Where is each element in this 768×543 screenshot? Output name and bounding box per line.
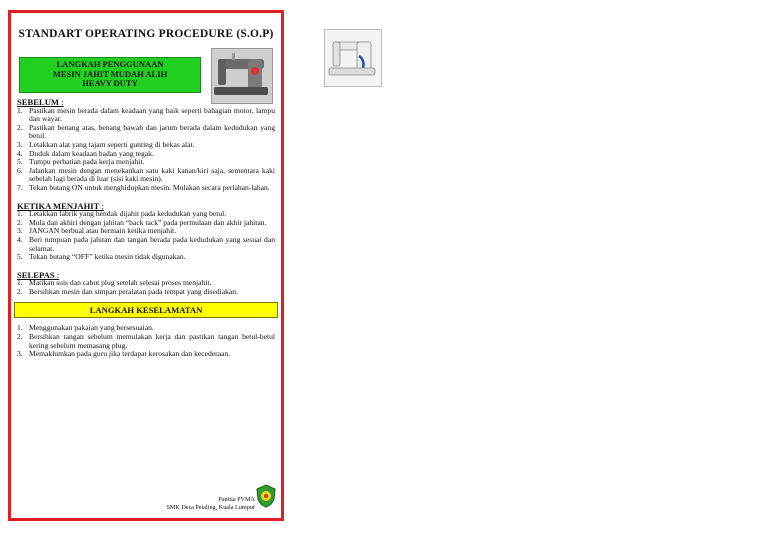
list-item: 4. Beri tumpuan pada jahitan dan tangan berada pada kedudukan yang sesuai dan selamat. <box>17 234 275 253</box>
sewing-machine-image <box>211 48 273 104</box>
usage-label-line-2: MESIN JAHIT MUDAH ALIH <box>52 68 168 79</box>
list-item: 6. Jalankan mesin dengan menekankan satu kaki kanan/kiri saja, sementara kaki sebelah lagi berada di luar (sisi kaki mesin). <box>17 165 275 184</box>
section-heading-sebelum: SEBELUM : <box>17 97 64 107</box>
safety-heading-bar: LANGKAH KESELAMATAN <box>14 302 278 318</box>
section-heading-selepas: SELEPAS : <box>17 269 60 280</box>
list-item: 4. Duduk dalam keadaan badan yang tegak. <box>17 148 154 158</box>
usage-label-box <box>19 57 201 93</box>
sewing-machine-icon <box>212 49 272 103</box>
list-item: 2. Bersihkan tangan sebelum memulakan kerja dan pastikan tangan betul-betul kering sebelum memasang plug. <box>17 332 275 350</box>
school-logo <box>255 484 277 508</box>
list-item: 1. Pastikan mesin berada dalam keadaan yang baik seperti bahagian motor, lampu dan wayar. <box>17 105 275 124</box>
list-item: 2. Pastikan benang atas, benang bawah dan jarum berada dalam kedudukan yang betul. <box>17 122 275 141</box>
list-item: 5. Tekan butang “OFF” ketika mesin tidak digunakan. <box>17 252 186 262</box>
sop-content <box>17 98 275 359</box>
list-item: 5. Tumpu perhatian pada kerja menjahit. <box>17 157 145 167</box>
footer-school: SMK Desa Petaling, Kuala Lumpur <box>166 504 255 511</box>
list-item: 3. Letakkan alat yang tajam seperti gunting di bekas alat. <box>17 139 195 149</box>
list-item: 1. Matikan suis dan cabut plug setelah selesai proses menjahit. <box>17 278 212 288</box>
usage-label-line-3: HEAVY DUTY <box>82 78 138 88</box>
section-heading-ketika: KETIKA MENJAHIT : <box>17 200 104 211</box>
sop-sheet <box>8 10 284 521</box>
list-item: 1. Menggunakan pakaian yang bersesuaian. <box>17 323 154 333</box>
list-keselamatan <box>17 324 275 358</box>
list-item: 1. Letakkan fabrik yang hendak dijahit pada kedudukan yang betul. <box>17 209 227 219</box>
sewing-machine-thumbnail <box>324 29 382 87</box>
list-item: 7. Tekan butang ON untuk menghidupkan mesin. Mulakan secara perlahan-lahan. <box>17 182 270 192</box>
footer <box>166 496 255 512</box>
list-item: 2. Mula dan akhiri dengan jahitan “back tack” pada permulaan dan akhir jahitan. <box>17 217 267 227</box>
usage-label-line-1: LANGKAH PENGGUNAAN <box>56 59 164 69</box>
list-selepas <box>17 279 275 296</box>
list-ketika <box>17 210 275 262</box>
footer-panel: Panitia PVMA <box>218 496 255 503</box>
crest-icon <box>255 484 277 508</box>
page-title: STANDART OPERATING PROCEDURE (S.O.P) <box>18 28 274 40</box>
list-item: 2. Bersihkan mesin dan simpan peralatan pada tempat yang disediakan. <box>17 286 238 296</box>
list-sebelum <box>17 107 275 193</box>
list-item: 3. Memaklumkan pada guru jika terdapat kerosakan dan kecederaan. <box>17 349 231 359</box>
sewing-machine-thumbnail-icon <box>325 30 381 86</box>
list-item: 3. JANGAN berbual atau bermain ketika menjahit. <box>17 226 177 236</box>
